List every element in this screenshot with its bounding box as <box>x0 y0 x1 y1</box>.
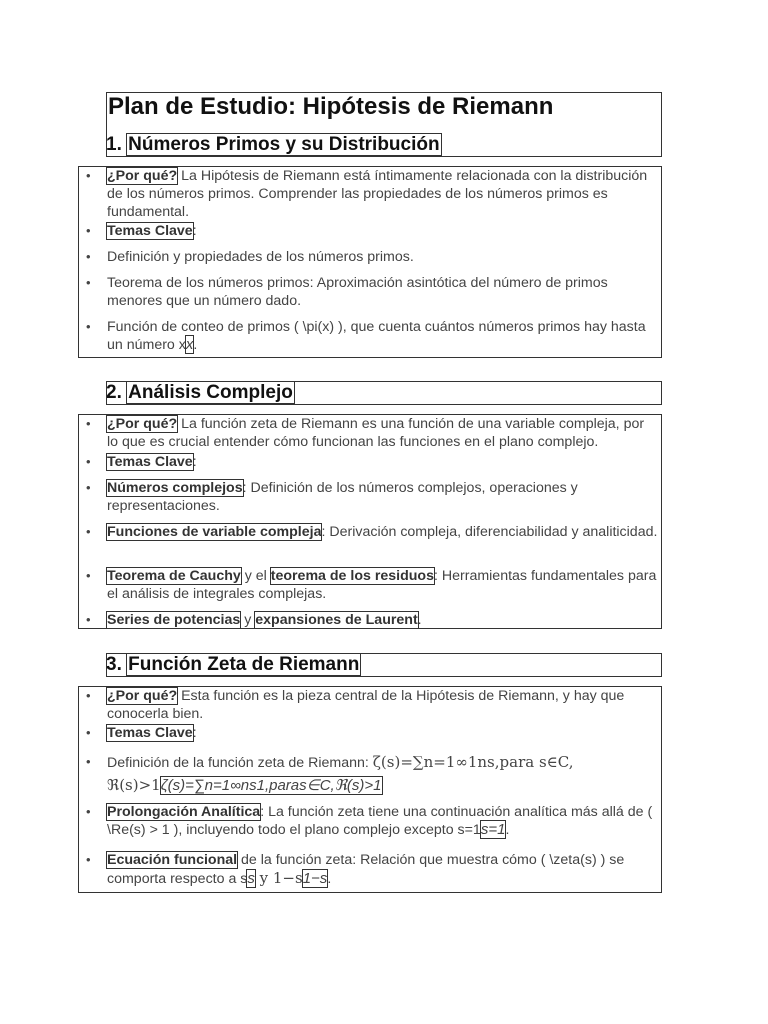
page-title: Plan de Estudio: Hipótesis de Riemann <box>108 93 554 120</box>
item-label: Funciones de variable compleja <box>107 524 322 540</box>
math-s: s <box>247 870 255 887</box>
item-end: . <box>505 822 510 838</box>
section-3-title: Función Zeta de Riemann <box>128 654 360 675</box>
list-item <box>107 167 659 221</box>
list-item <box>107 523 659 541</box>
section-2-title: Análisis Complejo <box>128 382 293 403</box>
item-label: Teorema de Cauchy <box>107 568 241 584</box>
list-item <box>107 851 659 888</box>
section-1-heading <box>106 133 441 157</box>
math-s-equals-1: s=1 <box>480 821 506 838</box>
section-2-number: 2. <box>106 382 122 403</box>
why-text: La Hipótesis de Riemann está íntimamente relacionada con la distribución de los números primos. Comprender las propiedades de los números primos es fundamental. <box>107 168 648 220</box>
item-end: . <box>193 337 198 353</box>
section-3-number: 3. <box>106 654 122 675</box>
zeta-condition: ℜ(s)>1 <box>107 776 161 794</box>
section-1-number: 1. <box>106 134 122 155</box>
item-text: : Herramientas fundamentales para el análisis de integrales complejas. <box>107 568 657 602</box>
item-text: : Definición de los números complejos, operaciones y representaciones. <box>107 480 578 514</box>
topics-label: Temas Clave <box>107 454 193 470</box>
item-label: Ecuación funcional <box>107 852 238 868</box>
list-item <box>107 803 659 839</box>
why-label: ¿Por qué? <box>107 688 178 704</box>
why-text: La función zeta de Riemann es una función de una variable compleja, por lo que es crucial entender cómo funcionan las funciones en el plano complejo. <box>107 416 645 450</box>
item-text: : Derivación compleja, diferenciabilidad y analiticidad. <box>321 524 658 540</box>
list-item <box>107 687 659 723</box>
list-item: • Teorema de los números primos: Aproximación asintótica del número de primos menores que un número dado. <box>107 274 659 310</box>
zeta-formula-rendered: ζ(s)=∑n=1∞ns1,paras∈C,ℜ(s)>1 <box>160 777 382 794</box>
item-label: teorema de los residuos <box>270 568 434 584</box>
list-item: • Temas Clave: <box>107 453 659 471</box>
item-label: Números complejos <box>107 480 243 496</box>
list-item <box>107 479 659 515</box>
item-text: : La función zeta tiene una continuación analítica más allá de ( \Re(s) > 1 ), incluyendo todo el plano complejo excepto s=1 <box>107 804 653 838</box>
item-label: Series de potencias <box>107 612 241 628</box>
item-end: . <box>327 871 332 887</box>
list-item: • Temas Clave: <box>107 222 659 240</box>
why-label: ¿Por qué? <box>107 416 178 432</box>
list-item <box>107 318 659 354</box>
item-text: y el <box>240 568 271 584</box>
math-1-minus-s: y 1−s <box>254 869 303 887</box>
item-text: y <box>240 612 256 628</box>
list-item <box>107 751 659 797</box>
section-1-title: Números Primos y su Distribución <box>128 134 440 155</box>
why-text: Esta función es la pieza central de la Hipótesis de Riemann, y hay que conocerla bien. <box>107 688 625 722</box>
list-item: • Temas Clave: <box>107 724 659 742</box>
item-text: Función de conteo de primos ( \pi(x) ), que cuenta cuántos números primos hay hasta un número x <box>107 319 646 353</box>
list-item <box>107 567 659 603</box>
section-2-heading-box <box>106 381 662 405</box>
list-item <box>107 415 659 451</box>
item-end: . <box>417 612 422 628</box>
why-label: ¿Por qué? <box>107 168 178 184</box>
item-label: Prolongación Analítica <box>107 804 261 820</box>
item-label: expansiones de Laurent <box>255 612 418 628</box>
topics-label: Temas Clave <box>107 725 193 741</box>
item-text: Definición de la función zeta de Riemann: <box>107 755 373 771</box>
item-text: de la función zeta: Relación que muestra cómo ( \zeta(s) ) se comporta respecto a s <box>107 852 625 887</box>
section-1-list <box>78 166 662 358</box>
section-3-heading-box <box>106 653 662 677</box>
topics-label: Temas Clave <box>107 223 193 239</box>
zeta-formula: ζ(s)=∑n=1∞1ns,para s∈C, <box>372 753 574 771</box>
list-item <box>107 611 659 629</box>
section-2-list <box>78 414 662 629</box>
math-1-minus-s-rendered: 1−s <box>302 870 328 887</box>
list-item: • Definición y propiedades de los números primos. <box>107 248 659 266</box>
math-x: x <box>185 336 194 353</box>
section-3-list <box>78 686 662 893</box>
